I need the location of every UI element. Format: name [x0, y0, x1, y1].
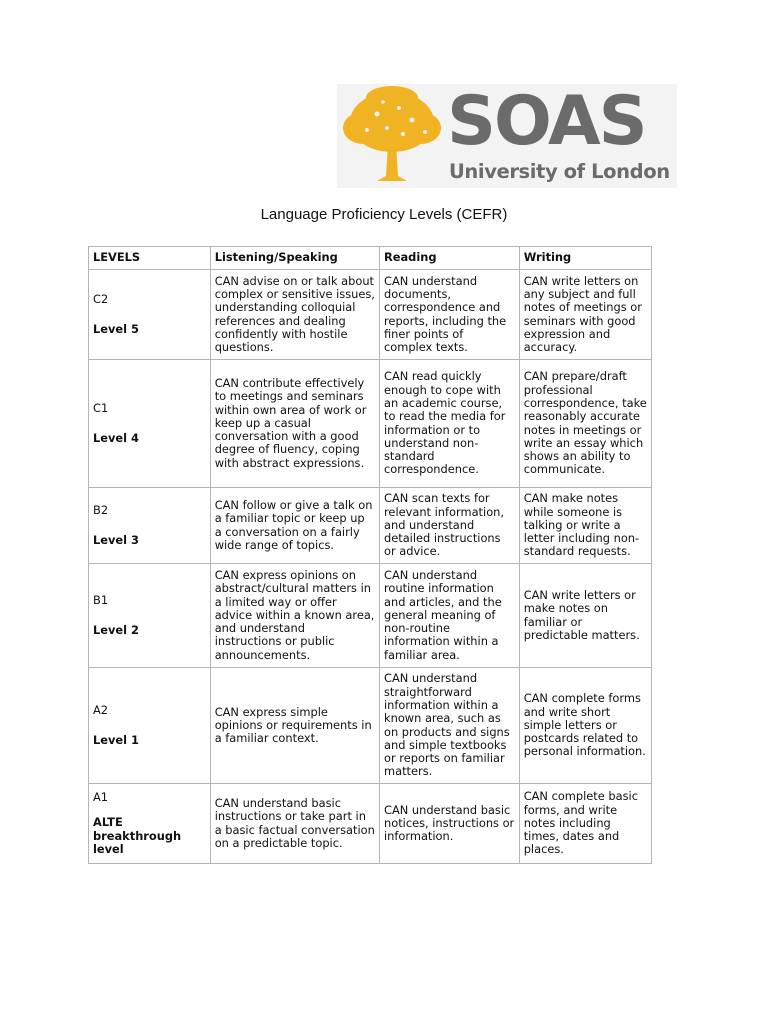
level-code: A1: [93, 789, 109, 804]
logo-subtitle: University of London: [449, 160, 670, 183]
level-code: C2: [93, 291, 109, 306]
level-name: Level 1: [93, 733, 139, 747]
level-code: A2: [93, 702, 109, 717]
writing-cell: CAN complete forms and write short simple letters or postcards related to personal information.: [519, 668, 651, 784]
listening-speaking-cell: CAN contribute effectively to meetings and seminars within own area of work or keep up a casual conversation with a good degree of fluency, coping with abstract expressions.: [210, 360, 379, 488]
tree-logo-icon: [337, 84, 447, 188]
level-cell: [89, 668, 211, 784]
listening-speaking-cell: CAN express opinions on abstract/cultural matters in a limited way or offer advice within a known area, and understand instructions or public announcements.: [210, 564, 379, 668]
level-code: B1: [93, 592, 109, 607]
table-row: [89, 488, 652, 564]
proficiency-table: [88, 246, 652, 864]
writing-cell: CAN prepare/draft professional correspondence, take reasonably accurate notes in meetings or write an essay which shows an ability to communicate.: [519, 360, 651, 488]
writing-cell: CAN write letters on any subject and full notes of meetings or seminars with good expression and accuracy.: [519, 270, 651, 360]
reading-cell: CAN understand basic notices, instructions or information.: [380, 784, 520, 864]
table-row: [89, 270, 652, 360]
level-name: Level 4: [93, 431, 139, 445]
level-code: B2: [93, 502, 109, 517]
logo-wordmark: SOAS: [447, 84, 646, 161]
listening-speaking-cell: CAN follow or give a talk on a familiar topic or keep up a conversation on a fairly wide range of topics.: [210, 488, 379, 564]
header-listening-speaking: Listening/Speaking: [210, 247, 379, 270]
writing-cell: CAN make notes while someone is talking or write a letter including non-standard requests.: [519, 488, 651, 564]
level-name: Level 3: [93, 533, 139, 547]
level-name: Level 5: [93, 322, 139, 336]
header-levels: LEVELS: [89, 247, 211, 270]
table-row: [89, 784, 652, 864]
listening-speaking-cell: CAN advise on or talk about complex or sensitive issues, understanding colloquial references and dealing confidently with hostile questions.: [210, 270, 379, 360]
level-name: ALTE breakthrough level: [93, 815, 182, 856]
listening-speaking-cell: CAN understand basic instructions or take part in a basic factual conversation on a predictable topic.: [210, 784, 379, 864]
document-title: Language Proficiency Levels (CEFR): [260, 206, 508, 223]
table-row: [89, 564, 652, 668]
level-cell: [89, 360, 211, 488]
level-cell: [89, 784, 211, 864]
writing-cell: CAN complete basic forms, and write notes including times, dates and places.: [519, 784, 651, 864]
table-row: [89, 360, 652, 488]
reading-cell: CAN understand routine information and articles, and the general meaning of non-routine information within a familiar area.: [380, 564, 520, 668]
reading-cell: CAN read quickly enough to cope with an academic course, to read the media for information or to understand non-standard correspondence.: [380, 360, 520, 488]
level-cell: [89, 270, 211, 360]
listening-speaking-cell: CAN express simple opinions or requirements in a familiar context.: [210, 668, 379, 784]
level-cell: [89, 564, 211, 668]
level-cell: [89, 488, 211, 564]
header-writing: Writing: [519, 247, 651, 270]
reading-cell: CAN scan texts for relevant information, and understand detailed instructions or advice.: [380, 488, 520, 564]
reading-cell: CAN understand documents, correspondence and reports, including the finer points of complex texts.: [380, 270, 520, 360]
header-reading: Reading: [380, 247, 520, 270]
table-row: [89, 668, 652, 784]
reading-cell: CAN understand straightforward information within a known area, such as on products and signs and simple textbooks or reports on familiar matters.: [380, 668, 520, 784]
soas-logo: [337, 84, 677, 188]
table-header-row: [89, 247, 652, 270]
level-code: C1: [93, 400, 109, 415]
level-name: Level 2: [93, 623, 139, 637]
writing-cell: CAN write letters or make notes on familiar or predictable matters.: [519, 564, 651, 668]
